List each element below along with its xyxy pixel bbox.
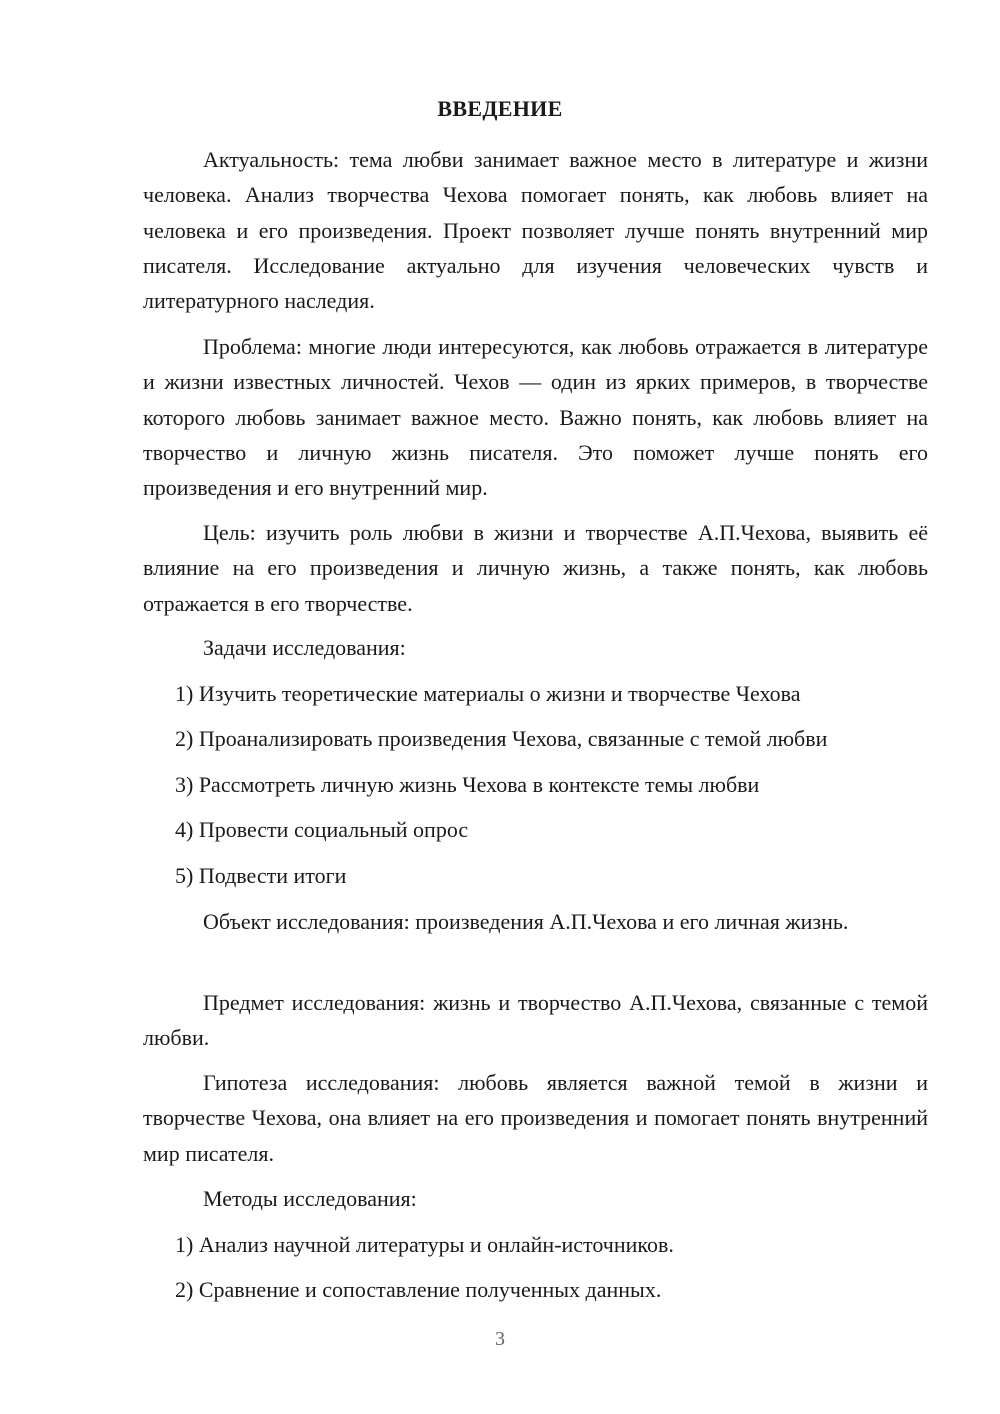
goal-paragraph: Цель: изучить роль любви в жизни и творчестве А.П.Чехова, выявить её влияние на его произведения и личную жизнь, а также понять, как любовь отражается в его творчестве. — [143, 520, 928, 616]
task-item: 1) Изучить теоретические материалы о жизни и творчестве Чехова — [175, 681, 801, 706]
method-item: 1) Анализ научной литературы и онлайн-источников. — [175, 1232, 674, 1257]
hypothesis-paragraph: Гипотеза исследования: любовь является важной темой в жизни и творчестве Чехова, она влияет на его произведения и помогает понять внутренний мир писателя. — [143, 1070, 928, 1166]
problem-paragraph: Проблема: многие люди интересуются, как любовь отражается в литературе и жизни известных личностей. Чехов — один из ярких примеров, в творчестве которого любовь занимает важное место. Важно понять, как любовь влияет на творчество и личную жизнь писателя. Это поможет лучше понять его произведения и его внутренний мир. — [143, 334, 928, 501]
methods-heading: Методы исследования: — [203, 1186, 417, 1211]
method-item: 2) Сравнение и сопоставление полученных данных. — [175, 1277, 662, 1302]
section-heading: ВВЕДЕНИЕ — [437, 96, 563, 121]
page-number: 3 — [495, 1328, 505, 1350]
task-item: 3) Рассмотреть личную жизнь Чехова в контексте темы любви — [175, 772, 760, 797]
task-item: 4) Провести социальный опрос — [175, 817, 469, 842]
relevance-paragraph: Актуальность: тема любви занимает важное место в литературе и жизни человека. Анализ творчества Чехова помогает понять, как любовь влияет на человека и его произведения. Проект позволяет лучше понять внутренний мир писателя. Исследование актуально для изучения человеческих чувств и литературного наследия. — [143, 147, 928, 314]
task-item: 5) Подвести итоги — [175, 863, 347, 888]
object-paragraph: Объект исследования: произведения А.П.Чехова и его личная жизнь. — [203, 909, 849, 934]
task-item: 2) Проанализировать произведения Чехова, связанные с темой любви — [175, 726, 828, 751]
subject-paragraph: Предмет исследования: жизнь и творчество А.П.Чехова, связанные с темой любви. — [143, 990, 928, 1051]
tasks-heading: Задачи исследования: — [203, 635, 406, 660]
